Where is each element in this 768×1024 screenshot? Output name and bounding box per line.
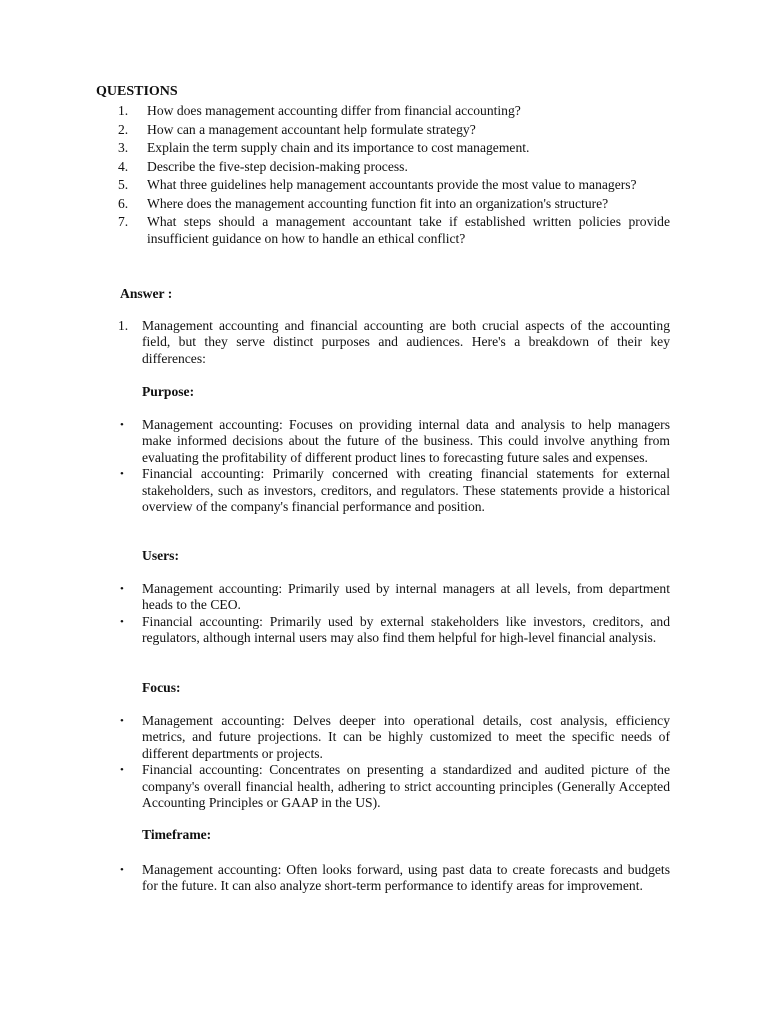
question-text: What steps should a management accountant take if established written policies provide insufficient guidance on how to handle an ethical conflict? xyxy=(147,214,670,246)
bullet-text: Management accounting: Focuses on providing internal data and analysis to help managers make informed decisions about the future of the business. This could involve anything from evaluating the profitability of different product lines to forecasting future sales and expenses. xyxy=(142,417,670,465)
bullet-icon: • xyxy=(120,764,124,777)
answer-number: 1. xyxy=(118,318,129,333)
question-text: What three guidelines help management accountants provide the most value to managers? xyxy=(147,177,637,192)
question-number: 7. xyxy=(118,214,129,229)
purpose-bullets xyxy=(118,417,670,515)
question-item xyxy=(96,213,670,248)
section-title-purpose: Purpose: xyxy=(142,384,195,399)
bullet-text: Financial accounting: Primarily used by external stakeholders like investors, creditors, and regulators, although internal users may also find them helpful for high-level financial analysis. xyxy=(142,613,670,646)
focus-bullets xyxy=(118,713,670,811)
question-text: Explain the term supply chain and its importance to cost management. xyxy=(147,140,530,155)
question-number: 4. xyxy=(118,158,129,174)
question-item xyxy=(96,102,670,121)
bullet-text: Financial accounting: Primarily concerned with creating financial statements for external stakeholders, such as investors, creditors, and regulators. These statements provide a historical overview of the company's financial performance and position. xyxy=(142,466,670,515)
questions-heading: QUESTIONS xyxy=(96,84,178,99)
bullet-item xyxy=(118,713,670,762)
users-bullets xyxy=(118,581,670,647)
bullet-icon: • xyxy=(120,583,124,595)
questions-list xyxy=(96,102,670,248)
bullet-text: Financial accounting: Concentrates on presenting a standardized and audited picture of the company's overall financial health, adhering to strict accounting principles (Generally Accepted Accounting Principles or GAAP in the US). xyxy=(142,762,670,811)
section-title-focus: Focus: xyxy=(142,680,181,695)
bullet-text: Management accounting: Delves deeper into operational details, cost analysis, efficiency metrics, and future projections. It can be highly customized to meet the specific needs of different departments or projects. xyxy=(142,713,670,761)
bullet-item xyxy=(118,417,670,466)
bullet-icon: • xyxy=(120,468,124,481)
question-text: Describe the five-step decision-making process. xyxy=(147,158,408,174)
question-item xyxy=(96,121,670,140)
question-item xyxy=(96,158,670,177)
question-item xyxy=(96,176,670,195)
answer-intro-text: Management accounting and financial accounting are both crucial aspects of the accounting field, but they serve distinct purposes and audiences. Here's a breakdown of their key differences: xyxy=(142,318,670,366)
bullet-item xyxy=(118,466,670,515)
bullet-item xyxy=(118,762,670,811)
question-item xyxy=(96,195,670,214)
question-number: 6. xyxy=(118,195,129,211)
question-item xyxy=(96,139,670,158)
bullet-text: Management accounting: Primarily used by internal managers at all levels, from department heads to the CEO. xyxy=(142,581,670,613)
bullet-item xyxy=(118,862,670,895)
bullet-item xyxy=(118,614,670,647)
question-number: 5. xyxy=(118,177,129,192)
timeframe-bullets xyxy=(118,862,670,895)
question-number: 2. xyxy=(118,121,129,137)
bullet-icon: • xyxy=(120,864,124,876)
bullet-text: Management accounting: Often looks forward, using past data to create forecasts and budgets for the future. It can also analyze short-term performance to identify areas for improvement. xyxy=(142,862,670,894)
bullet-icon: • xyxy=(120,715,124,727)
section-title-timeframe: Timeframe: xyxy=(142,827,212,842)
answer-intro xyxy=(118,318,670,367)
question-text: How does management accounting differ from financial accounting? xyxy=(147,103,521,118)
answer-heading: Answer : xyxy=(120,286,173,301)
bullet-icon: • xyxy=(120,615,124,628)
question-text: Where does the management accounting function fit into an organization's structure? xyxy=(147,195,609,211)
question-number: 1. xyxy=(118,103,129,118)
bullet-icon: • xyxy=(120,419,124,431)
section-title-users: Users: xyxy=(142,548,179,563)
question-text: How can a management accountant help formulate strategy? xyxy=(147,121,476,137)
question-number: 3. xyxy=(118,140,129,155)
bullet-item xyxy=(118,581,670,614)
